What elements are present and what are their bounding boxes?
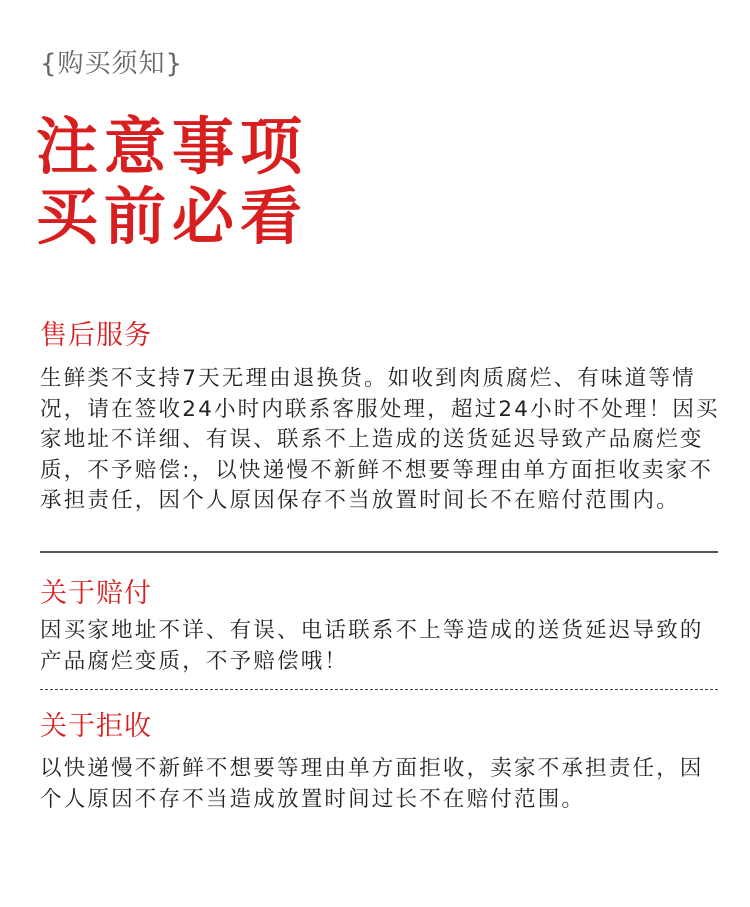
section-body-after-sales: 生鲜类不支持7天无理由退换货。如收到肉质腐烂、有味道等情况，请在签收24小时内联系客服处理，超过24小时不处理！因买家地址不详细、有误、联系不上造成的送货延迟导致产品腐烂变质，不予赔偿:，以快递慢不新鲜不想要等理由单方面拒收卖家不承担责任，因个人原因保存不当放置时间长不在赔付范围内。 (40, 366, 720, 513)
headline-read-before-buy: 买前必看 (36, 180, 309, 253)
headline-attention: 注意事项 (36, 110, 309, 183)
section-body-compensation: 因买家地址不详、有误、电话联系不上等造成的送货延迟导致的产品腐烂变质，不予赔偿哦！ (40, 618, 704, 674)
section-title-refusal: 关于拒收 (40, 711, 152, 742)
section-body-refusal: 以快递慢不新鲜不想要等理由单方面拒收，卖家不承担责任，因个人原因不存不当造成放置时间过长不在赔付范围。 (40, 756, 704, 812)
notice-tag: {购买须知} (40, 49, 184, 79)
section-title-after-sales: 售后服务 (40, 320, 152, 351)
section-divider (40, 551, 718, 553)
section-title-compensation: 关于赔付 (40, 578, 152, 609)
section-divider-dashed (40, 689, 718, 690)
